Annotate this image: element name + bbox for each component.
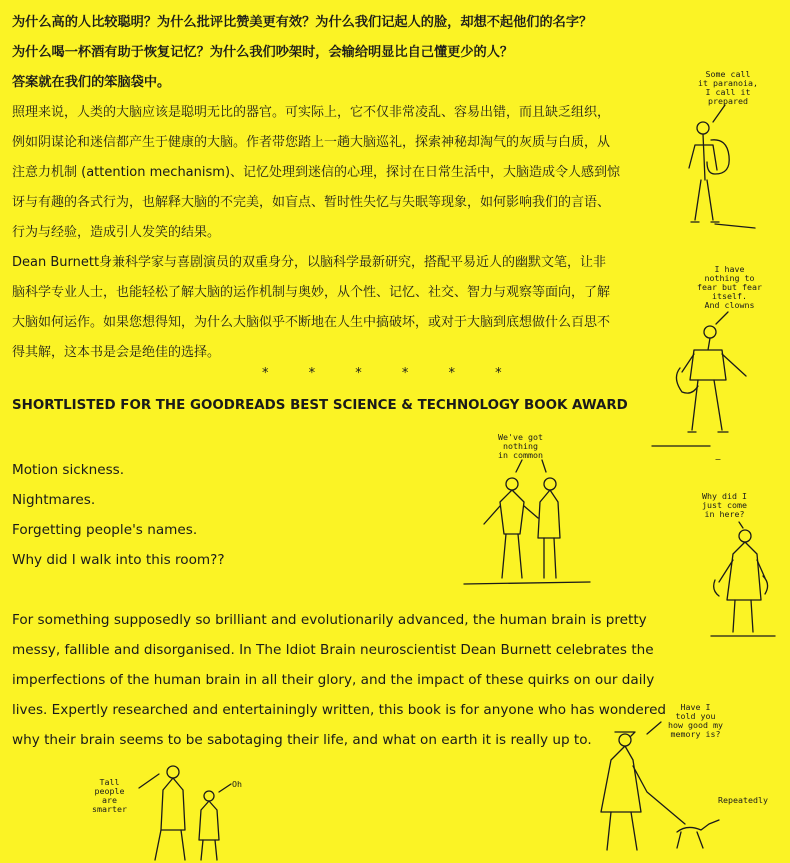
list-item: Forgetting people's names. — [12, 522, 198, 538]
bubble-line: people — [94, 786, 125, 796]
bubble-line: smarter — [92, 804, 127, 814]
bubble-line: in common — [498, 450, 543, 460]
chinese-description — [12, 8, 662, 368]
intro-line: 讶与有趣的各式行为，也解释大脑的不完美，如盲点、暂时性失忆与失眠等现象，如何影响我们的言语、 — [12, 195, 611, 210]
list-item: Nightmares. — [12, 492, 96, 508]
intro-line: 例如阴谋论和迷信都产生于健康的大脑。作者带您踏上一趟大脑巡礼，探索神秘却淘气的灰质与白质，从 — [12, 135, 611, 150]
intro-line: 脑科学专业人士，也能轻松了解大脑的运作机制与奥妙，从个性、记忆、社交、智力与观察等面向，了解 — [12, 285, 611, 300]
bubble-line: Oh — [232, 779, 242, 789]
bubble-line: just come — [702, 500, 747, 510]
bubble-line: And clowns — [704, 300, 755, 310]
intro-line: 大脑如何运作。如果您想得知，为什么大脑似乎不断地在人生中搞破坏，或对于大脑到底想做什么百思不 — [12, 315, 611, 330]
paragraph-line: messy, fallible and disorganised. In The Idiot Brain neuroscientist Dean Burnett celebrates the — [12, 642, 654, 658]
bubble-line: nothing — [503, 441, 538, 451]
bubble-line: it paranoia, — [698, 78, 758, 88]
award-heading: SHORTLISTED FOR THE GOODREADS BEST SCIENCE & TECHNOLOGY BOOK AWARD — [12, 398, 628, 413]
quirk-list — [12, 455, 225, 575]
bubble-line: fear but fear — [697, 282, 762, 292]
fearful-woman-illustration — [650, 310, 770, 460]
bubble-line: We've got — [498, 432, 543, 442]
bubble-line: told you — [675, 711, 716, 721]
list-item: Motion sickness. — [12, 462, 125, 478]
paragraph-line: imperfections of the human brain in all their glory, and the impact of these quirks on our daily — [12, 672, 655, 688]
paragraph-line: lives. Expertly researched and entertainingly written, this book is for anyone who has wondered — [12, 702, 667, 718]
tall-people-illustration — [125, 760, 255, 863]
headline-3: 答案就在我们的笨脑袋中。 — [12, 75, 171, 90]
speech-room — [702, 492, 747, 519]
bubble-line: Why did I — [702, 491, 747, 501]
bubble-line: prepared — [707, 96, 748, 106]
bubble-line: I call it — [705, 87, 751, 97]
paragraph-line: why their brain seems to be sabotaging their life, and what on earth it is really up to. — [12, 732, 592, 748]
section-separator: * * * * * * — [262, 366, 520, 381]
paranoid-hiker-illustration — [655, 100, 765, 240]
bubble-line: Repeatedly — [718, 795, 768, 805]
bubble-line: how good my — [668, 720, 723, 730]
bubble-line: nothing to — [704, 273, 755, 283]
intro-paragraph — [12, 98, 662, 368]
bubble-line: in here? — [704, 509, 745, 519]
bubble-line: memory is? — [670, 729, 721, 739]
intro-line: 照理来说，人类的大脑应该是聪明无比的器官。可实际上，它不仅非常凌乱、容易出错，而且缺乏组织， — [12, 105, 611, 120]
confused-woman-illustration — [705, 520, 785, 645]
bubble-line: are — [101, 795, 117, 805]
headline-2: 为什么喝一杯酒有助于恢复记忆？为什么我们吵架时，会输给明显比自己懂更少的人？ — [12, 45, 514, 60]
intro-line: 行为与经验，造成引人发笑的结果。 — [12, 225, 221, 240]
man-walking-dog-illustration — [585, 720, 735, 860]
headline-1: 为什么高的人比较聪明？为什么批评比赞美更有效？为什么我们记起人的脸，却想不起他们的名字？ — [12, 15, 593, 30]
couple-illustration — [460, 458, 600, 593]
list-item: Why did I walk into this room?? — [12, 552, 225, 568]
speech-fear — [697, 265, 762, 310]
speech-common — [498, 433, 543, 460]
english-description — [12, 605, 667, 755]
paragraph-line: For something supposedly so brilliant and evolutionarily advanced, the human brain is pretty — [12, 612, 647, 628]
bubble-line: Have I — [680, 702, 711, 712]
bubble-line: I have — [714, 264, 745, 274]
intro-line: Dean Burnett身兼科学家与喜剧演员的双重身分，以脑科学最新研究，搭配平易近人的幽默文笔，让非 — [12, 255, 607, 270]
speech-tall — [92, 778, 127, 814]
bubble-line: Some call — [705, 69, 751, 79]
intro-line: 注意力机制 (attention mechanism)、记忆处理到迷信的心理，探讨在日常生活中，大脑造成令人感到惊 — [12, 165, 621, 180]
bubble-line: itself. — [711, 291, 747, 301]
intro-line: 得其解，这本书是会是绝佳的选择。 — [12, 345, 221, 360]
bubble-line: Tall — [99, 777, 120, 787]
